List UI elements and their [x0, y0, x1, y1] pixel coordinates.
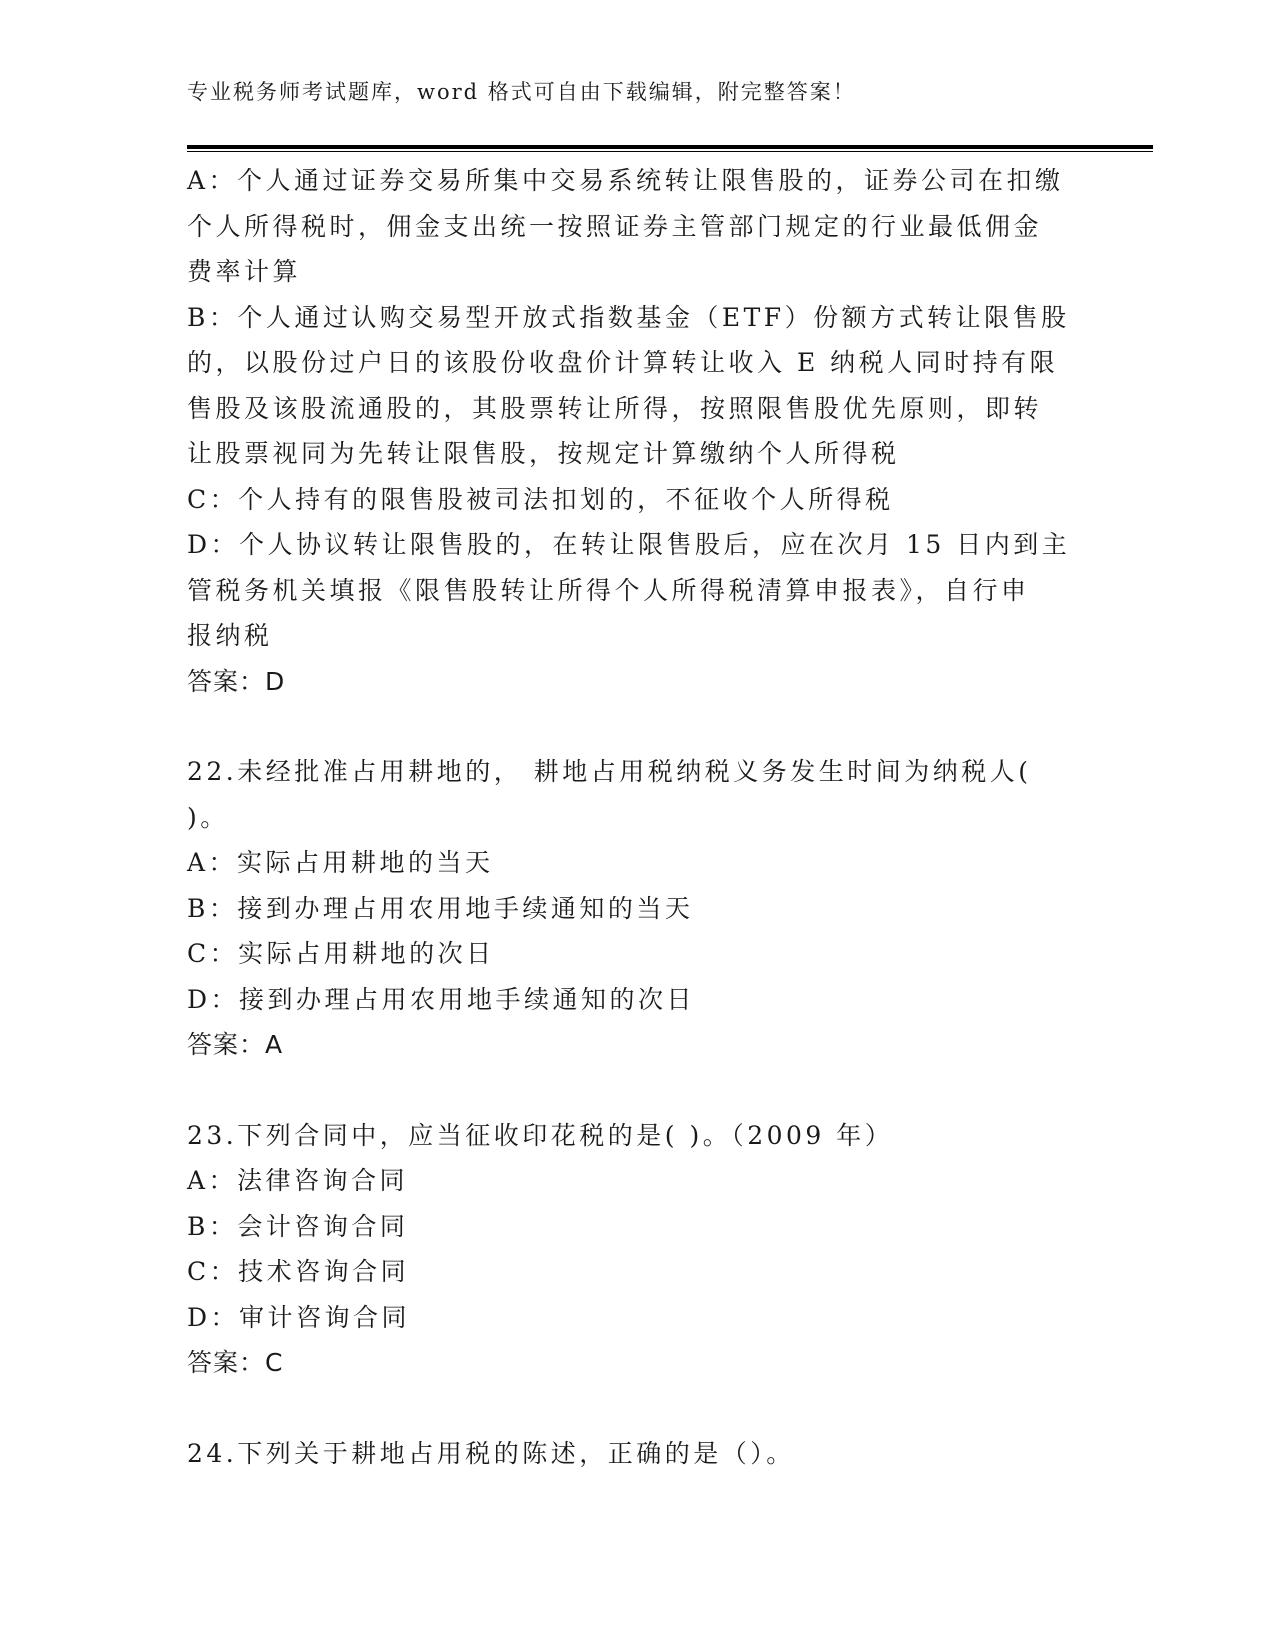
- text-line: 费率计算: [187, 257, 302, 286]
- document-body: [187, 158, 1087, 1476]
- spacer: [187, 1386, 1087, 1431]
- question-21: [187, 158, 1087, 704]
- q22-option-b: B：接到办理占用农用地手续通知的当天: [187, 893, 694, 923]
- q23-option-d: D：审计咨询合同: [187, 1302, 411, 1332]
- text-line: 22.未经批准占用耕地的， 耕地占用税纳税义务发生时间为纳税人(: [187, 757, 1032, 786]
- text-line: B：个人通过认购交易型开放式指数基金（ETF）份额方式转让限售股: [187, 302, 1070, 332]
- question-22: [187, 749, 1087, 1068]
- q21-option-a: [187, 158, 1087, 295]
- q21-option-c: C：个人持有的限售股被司法扣划的，不征收个人所得税: [187, 484, 894, 514]
- q22-option-a: A：实际占用耕地的当天: [187, 848, 494, 877]
- q21-option-b: [187, 295, 1087, 477]
- header-rule-thick: [187, 145, 1153, 149]
- q24-stem: 24.下列关于耕地占用税的陈述，正确的是（）。: [187, 1438, 795, 1468]
- header-rule-thin: [187, 151, 1153, 152]
- q21-answer: 答案：D: [187, 666, 286, 696]
- q23-answer: 答案：C: [187, 1348, 284, 1377]
- q21-option-d: [187, 522, 1087, 659]
- text-line: 报纳税: [187, 621, 273, 650]
- q22-stem: [187, 749, 1087, 840]
- q22-option-d: D：接到办理占用农用地手续通知的次日: [187, 984, 696, 1014]
- page-header: 专业税务师考试题库，word 格式可自由下载编辑，附完整答案！: [187, 80, 856, 104]
- q23-stem: 23.下列合同中，应当征收印花税的是( )。（2009 年）: [187, 1120, 894, 1150]
- text-line: 的，以股份过户日的该股份收盘价计算转让收入 E 纳税人同时持有限: [187, 348, 1059, 377]
- text-line: 售股及该股流通股的，其股票转让所得，按照限售股优先原则，即转: [187, 393, 1043, 423]
- spacer: [187, 704, 1087, 749]
- question-24: [187, 1431, 1087, 1477]
- question-23: [187, 1113, 1087, 1386]
- q23-option-c: C：技术咨询合同: [187, 1257, 410, 1286]
- text-line: 管税务机关填报《限售股转让所得个人所得税清算申报表》，自行申: [187, 575, 1030, 605]
- spacer: [187, 1068, 1087, 1113]
- text-line: D：个人协议转让限售股的，在转让限售股后，应在次月 15 日内到主: [187, 530, 1071, 559]
- text-line: A：个人通过证券交易所集中交易系统转让限售股的，证券公司在扣缴: [187, 166, 1064, 195]
- q22-answer: 答案：A: [187, 1030, 284, 1059]
- q22-option-c: C：实际占用耕地的次日: [187, 939, 495, 968]
- text-line: 个人所得税时，佣金支出统一按照证券主管部门规定的行业最低佣金: [187, 211, 1043, 241]
- q23-option-b: B：会计咨询合同: [187, 1211, 409, 1241]
- q23-option-a: A：法律咨询合同: [187, 1166, 409, 1195]
- text-line: 让股票视同为先转让限售股，按规定计算缴纳个人所得税: [187, 439, 900, 468]
- text-line: )。: [187, 802, 229, 832]
